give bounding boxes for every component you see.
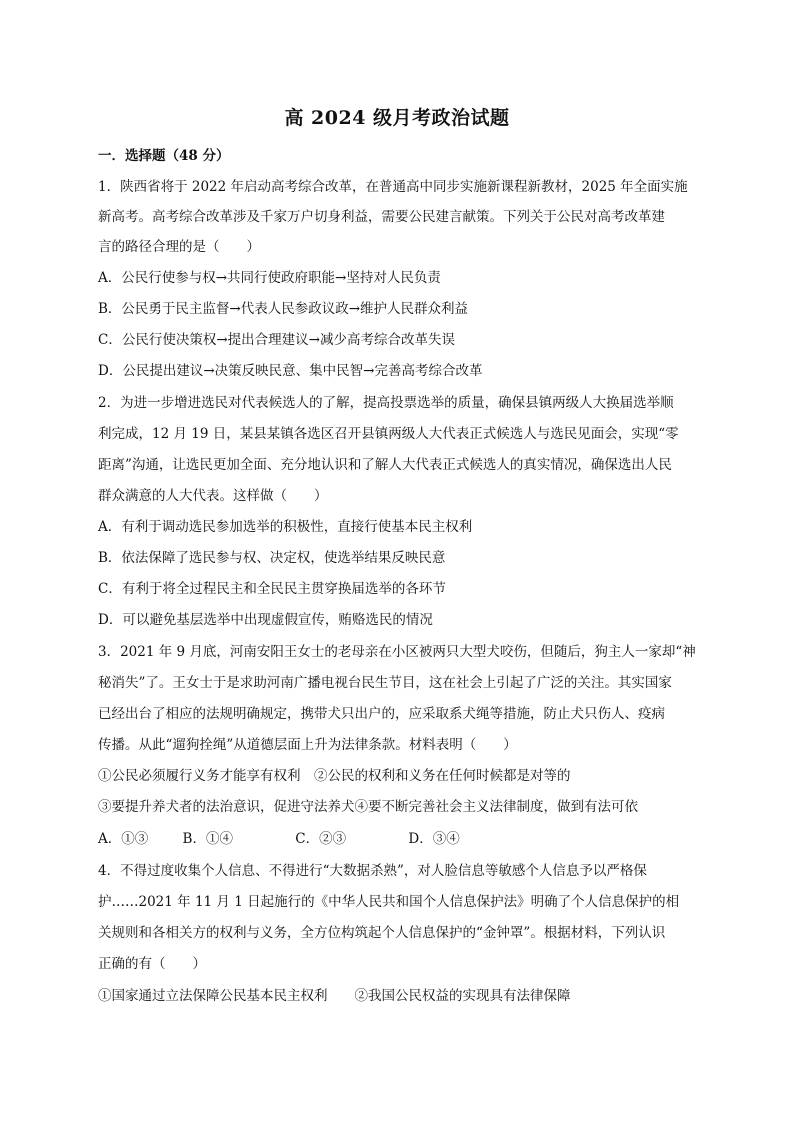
q3-answer-b: B．①④	[182, 831, 233, 847]
q2-option-a: A．有利于调动选民参加选举的积极性，直接行使基本民主权利	[98, 519, 473, 535]
q3-statement-1: ①公民必须履行义务才能享有权利 ②公民的权利和义务在任何时候都是对等的	[98, 768, 571, 784]
q1-option-a: A．公民行使参与权→共同行使政府职能→坚持对人民负责	[98, 270, 441, 286]
q3-stem-line-2: 秘消失”了。王女士于是求助河南广播电视台民生节目，这在社会上引起了广泛的关注。其实国家	[98, 675, 672, 691]
q4-stem-line-2: 护……2021 年 11 月 1 日起施行的《中华人民共和国个人信息保护法》明确了个人信息保护的相	[98, 894, 680, 910]
q3-statement-2: ③要提升养犬者的法治意识，促进守法养犬④要不断完善社会主义法律制度，做到有法可依	[98, 799, 638, 815]
q3-answer-a: A．①③	[98, 831, 149, 847]
q3-answer-c: C．②③	[295, 831, 347, 847]
q3-stem-line-1: 3．2021 年 9 月底，河南安阳王女士的老母亲在小区被两只大型犬咬伤，但随后，狗主人一家却“神	[98, 644, 696, 660]
q3-answer-d: D．③④	[408, 831, 460, 847]
q3-answer-row	[98, 829, 698, 849]
q2-stem-line-1: 2．为进一步增进选民对代表候选人的了解，提高投票选举的质量，确保县镇两级人大换届选举顺	[98, 395, 674, 411]
q1-option-b: B．公民勇于民主监督→代表人民参政议政→维护人民群众利益	[98, 301, 469, 317]
q4-statement-1: ①国家通过立法保障公民基本民主权利 ②我国公民权益的实现具有法律保障	[98, 988, 571, 1004]
q3-stem-line-3: 已经出台了相应的法规明确规定，携带犬只出户的，应采取系犬绳等措施，防止犬只伤人、疫病	[98, 706, 665, 722]
q2-stem-line-2: 利完成，12 月 19 日，某县某镇各选区召开县镇两级人大代表正式候选人与选民见面会，实现“零	[98, 426, 679, 442]
q1-option-c: C．公民行使决策权→提出合理建议→减少高考综合改革失误	[98, 332, 455, 348]
q4-stem-line-1: 4．不得过度收集个人信息、不得进行“大数据杀熟”，对人脸信息等敏感个人信息予以严格保	[98, 863, 647, 879]
q4-stem-line-4: 正确的有（ ）	[98, 956, 206, 972]
q1-stem-line-2: 新高考。高考综合改革涉及千家万户切身利益，需要公民建言献策。下列关于公民对高考改革建	[98, 209, 665, 225]
q1-option-d: D．公民提出建议→决策反映民意、集中民智→完善高考综合改革	[98, 363, 483, 379]
q3-stem-line-4: 传播。从此“遛狗拴绳”从道德层面上升为法律条款。材料表明（ ）	[98, 737, 517, 753]
section-heading: 一．选择题（48 分）	[98, 148, 230, 164]
q1-stem-line-3: 言的路径合理的是（ ）	[98, 239, 260, 255]
q1-stem-line-1: 1．陕西省将于 2022 年启动高考综合改革，在普通高中同步实施新课程新教材，2025 年全面实施	[98, 179, 688, 195]
q2-stem-line-3: 距离”沟通，让选民更加全面、充分地认识和了解人大代表正式候选人的真实情况，确保选出人民	[98, 457, 672, 473]
q2-option-c: C．有利于将全过程民主和全民民主贯穿换届选举的各环节	[98, 581, 446, 597]
q4-stem-line-3: 关规则和各相关方的权利与义务，全方位构筑起个人信息保护的“金钟罩”。根据材料，下列认识	[98, 925, 666, 941]
q2-stem-line-4: 群众满意的人大代表。这样做（ ）	[98, 488, 328, 504]
page-title: 高 2024 级月考政治试题	[284, 107, 510, 129]
q2-option-d: D．可以避免基层选举中出现虚假宣传，贿赂选民的情况	[98, 612, 433, 628]
q2-option-b: B．依法保障了选民参与权、决定权，使选举结果反映民意	[98, 550, 446, 566]
